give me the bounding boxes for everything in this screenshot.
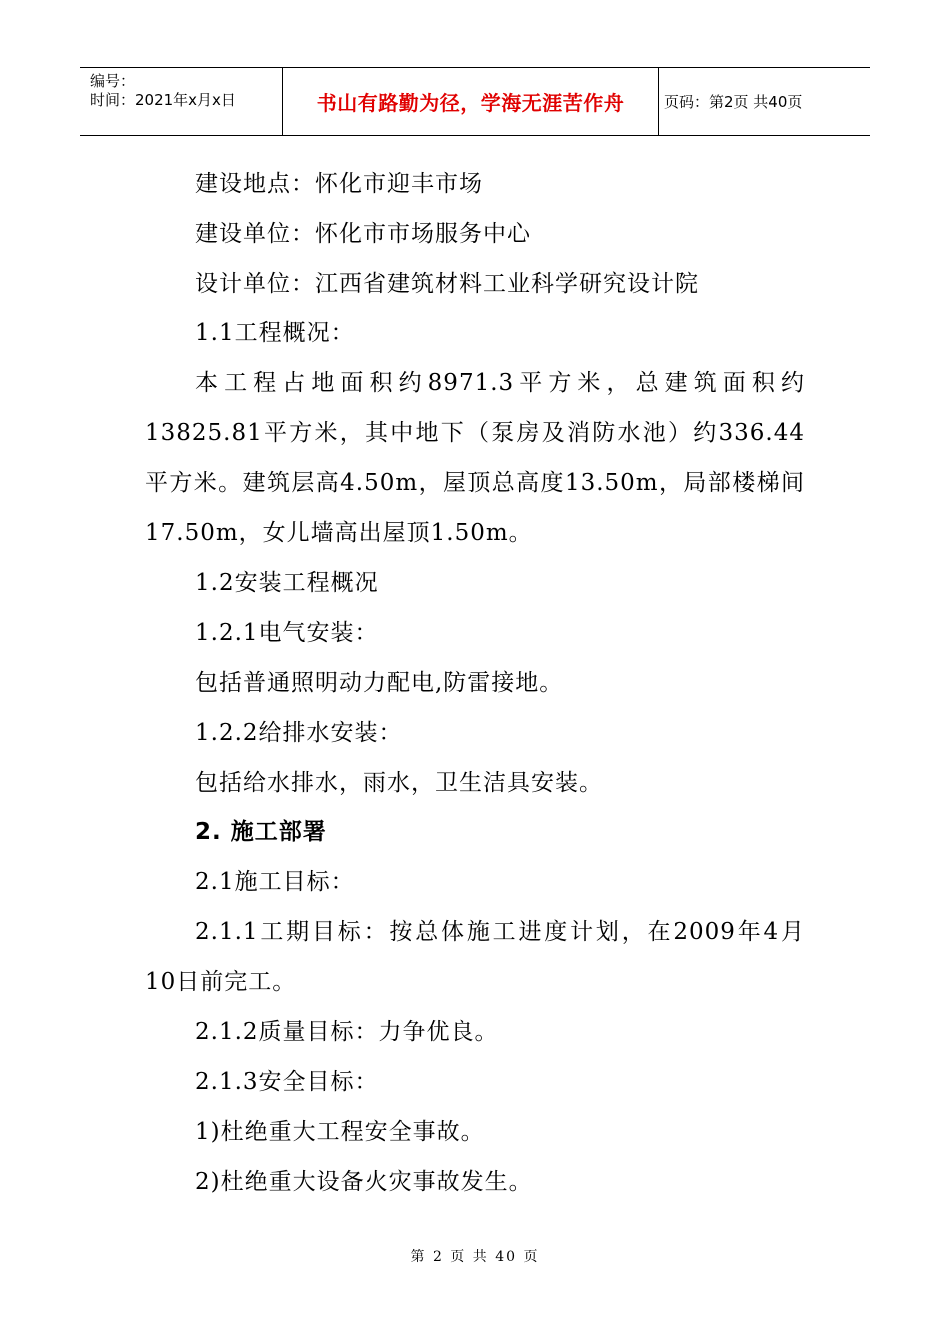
section-heading: 1.2.2给排水安装： (195, 720, 403, 746)
paragraph-line: 平方米。建筑层高4.50m，屋顶总高度13.50m，局部楼梯间 (145, 470, 805, 496)
paragraph-line: 2.1.1工期目标：按总体施工进度计划，在2009年4月 (195, 919, 805, 945)
chapter-heading: 2. 施工部署 (195, 819, 327, 845)
section-heading: 1.1工程概况： (195, 320, 355, 346)
paragraph-line: 13825.81平方米，其中地下（泵房及消防水池）约336.44 (145, 420, 805, 446)
paragraph-line: 17.50m，女儿墙高出屋顶1.50m。 (145, 520, 533, 546)
paragraph-line: 设计单位：江西省建筑材料工业科学研究设计院 (195, 271, 699, 297)
paragraph-line: 建设地点：怀化市迎丰市场 (195, 171, 483, 197)
list-item: 2)杜绝重大设备火灾事故发生。 (195, 1169, 533, 1195)
paragraph-line: 10日前完工。 (145, 969, 297, 995)
paragraph-line: 本工程占地面积约8971.3平方米，总建筑面积约 (195, 370, 805, 396)
paragraph-line: 包括给水排水，雨水，卫生洁具安装。 (195, 770, 603, 796)
page-footer: 第 2 页 共 40 页 (410, 1249, 540, 1265)
document-header (80, 67, 870, 136)
section-heading: 1.2.1电气安装： (195, 620, 379, 646)
paragraph-line: 2.1.2质量目标：力争优良。 (195, 1019, 499, 1045)
list-item: 1)杜绝重大工程安全事故。 (195, 1119, 485, 1145)
paragraph-line: 包括普通照明动力配电,防雷接地。 (195, 670, 564, 696)
header-meta-cell (80, 68, 283, 135)
header-page-number: 页码：第2页 共40页 (664, 93, 803, 111)
document-number-label: 编号： (90, 72, 136, 90)
section-heading: 2.1.3安全目标： (195, 1069, 379, 1095)
header-motto: 书山有路勤为径，学海无涯苦作舟 (283, 68, 659, 135)
document-date-label: 时间：2021年x月x日 (90, 91, 236, 109)
section-heading: 2.1施工目标： (195, 869, 355, 895)
section-heading: 1.2安装工程概况 (195, 570, 379, 596)
paragraph-line: 建设单位：怀化市市场服务中心 (195, 221, 531, 247)
